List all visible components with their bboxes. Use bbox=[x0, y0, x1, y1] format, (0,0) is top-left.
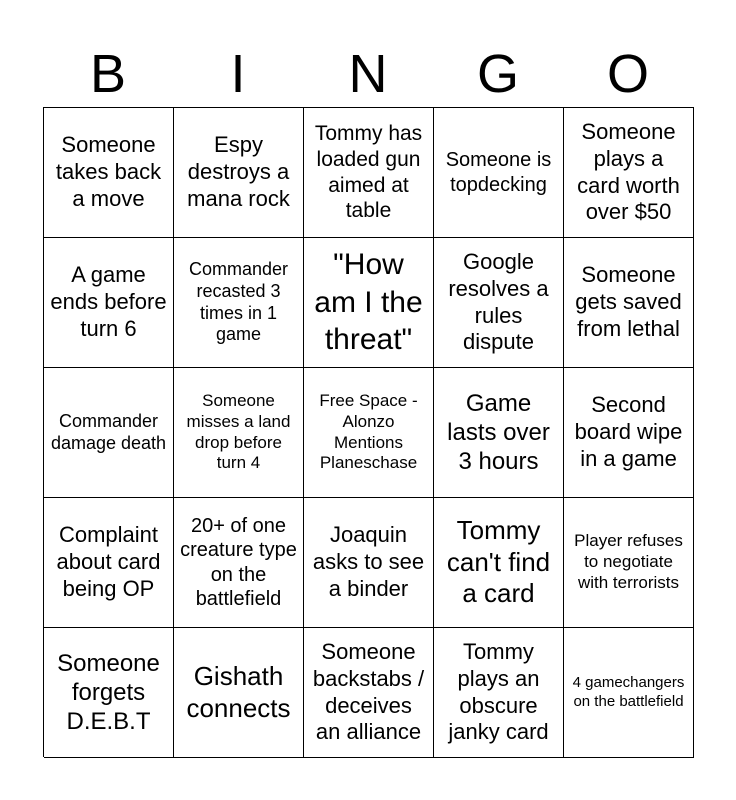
bingo-cell-r5-c3[interactable] bbox=[304, 628, 434, 758]
bingo-cell-text: Someone forgets D.E.B.T bbox=[57, 649, 160, 736]
bingo-cell-r1-c5[interactable] bbox=[564, 108, 694, 238]
bingo-cell-r5-c1[interactable] bbox=[44, 628, 174, 758]
bingo-cell-r2-c3[interactable] bbox=[304, 238, 434, 368]
bingo-board bbox=[43, 107, 694, 757]
bingo-cell-text: 20+ of one creature type on the battlefield bbox=[180, 514, 297, 610]
bingo-cell-text: Google resolves a rules dispute bbox=[448, 248, 549, 355]
bingo-cell-r4-c4[interactable] bbox=[434, 498, 564, 628]
header-letter-o: O bbox=[606, 44, 649, 104]
bingo-cell-r5-c2[interactable] bbox=[174, 628, 304, 758]
bingo-cell-r1-c3[interactable] bbox=[304, 108, 434, 238]
bingo-cell-text: Someone plays a card worth over $50 bbox=[577, 118, 680, 225]
bingo-cell-text: Game lasts over 3 hours bbox=[447, 389, 550, 476]
bingo-cell-text: Player refuses to negotiate with terrorists bbox=[574, 531, 683, 592]
bingo-cell-r4-c1[interactable] bbox=[44, 498, 174, 628]
bingo-cell-r5-c4[interactable] bbox=[434, 628, 564, 758]
header-letter-i: I bbox=[230, 44, 246, 104]
bingo-cell-text: Espy destroys a mana rock bbox=[187, 132, 290, 211]
header-letter-b: B bbox=[89, 44, 127, 104]
bingo-cell-r2-c4[interactable] bbox=[434, 238, 564, 368]
bingo-cell-text: Joaquin asks to see a binder bbox=[312, 522, 425, 601]
bingo-cell-free-space[interactable] bbox=[304, 368, 434, 498]
bingo-cell-text: Second board wipe in a game bbox=[574, 392, 683, 471]
bingo-cell-text: Tommy can't find a card bbox=[446, 514, 551, 609]
bingo-cell-text: Someone takes back a move bbox=[55, 132, 162, 211]
bingo-cell-text: 4 gamechangers on the battlefield bbox=[572, 674, 685, 710]
bingo-cell-r4-c2[interactable] bbox=[174, 498, 304, 628]
bingo-cell-text: Complaint about card being OP bbox=[56, 522, 161, 601]
bingo-cell-text: Commander damage death bbox=[50, 410, 167, 453]
bingo-cell-text: Someone backstabs / deceives an alliance bbox=[312, 638, 425, 745]
bingo-cell-r4-c5[interactable] bbox=[564, 498, 694, 628]
bingo-cell-r3-c2[interactable] bbox=[174, 368, 304, 498]
bingo-cell-text: Tommy has loaded gun aimed at table bbox=[314, 122, 423, 223]
bingo-cell-r2-c5[interactable] bbox=[564, 238, 694, 368]
bingo-cell-text: Someone gets saved from lethal bbox=[575, 262, 682, 341]
bingo-cell-text: "How am I the threat" bbox=[314, 248, 423, 357]
bingo-cell-r1-c1[interactable] bbox=[44, 108, 174, 238]
header-letter-g: G bbox=[476, 44, 519, 104]
bingo-cell-text: Commander recasted 3 times in 1 game bbox=[188, 258, 289, 345]
bingo-cell-r1-c4[interactable] bbox=[434, 108, 564, 238]
bingo-cell-r2-c2[interactable] bbox=[174, 238, 304, 368]
bingo-cell-r5-c5[interactable] bbox=[564, 628, 694, 758]
bingo-cell-r3-c1[interactable] bbox=[44, 368, 174, 498]
bingo-cell-text: Someone misses a land drop before turn 4 bbox=[186, 391, 291, 473]
bingo-cell-text: Gishath connects bbox=[186, 660, 291, 723]
bingo-cell-r4-c3[interactable] bbox=[304, 498, 434, 628]
header-letter-n: N bbox=[348, 44, 388, 104]
bingo-cell-r1-c2[interactable] bbox=[174, 108, 304, 238]
bingo-cell-text: Someone is topdecking bbox=[445, 149, 552, 196]
bingo-cell-text: Free Space - Alonzo Mentions Planeschase bbox=[319, 391, 418, 473]
bingo-cell-r3-c5[interactable] bbox=[564, 368, 694, 498]
bingo-cell-r2-c1[interactable] bbox=[44, 238, 174, 368]
bingo-cell-text: A game ends before turn 6 bbox=[50, 262, 167, 341]
bingo-cell-text: Tommy plays an obscure janky card bbox=[448, 638, 549, 745]
bingo-header bbox=[43, 40, 693, 108]
bingo-cell-r3-c4[interactable] bbox=[434, 368, 564, 498]
